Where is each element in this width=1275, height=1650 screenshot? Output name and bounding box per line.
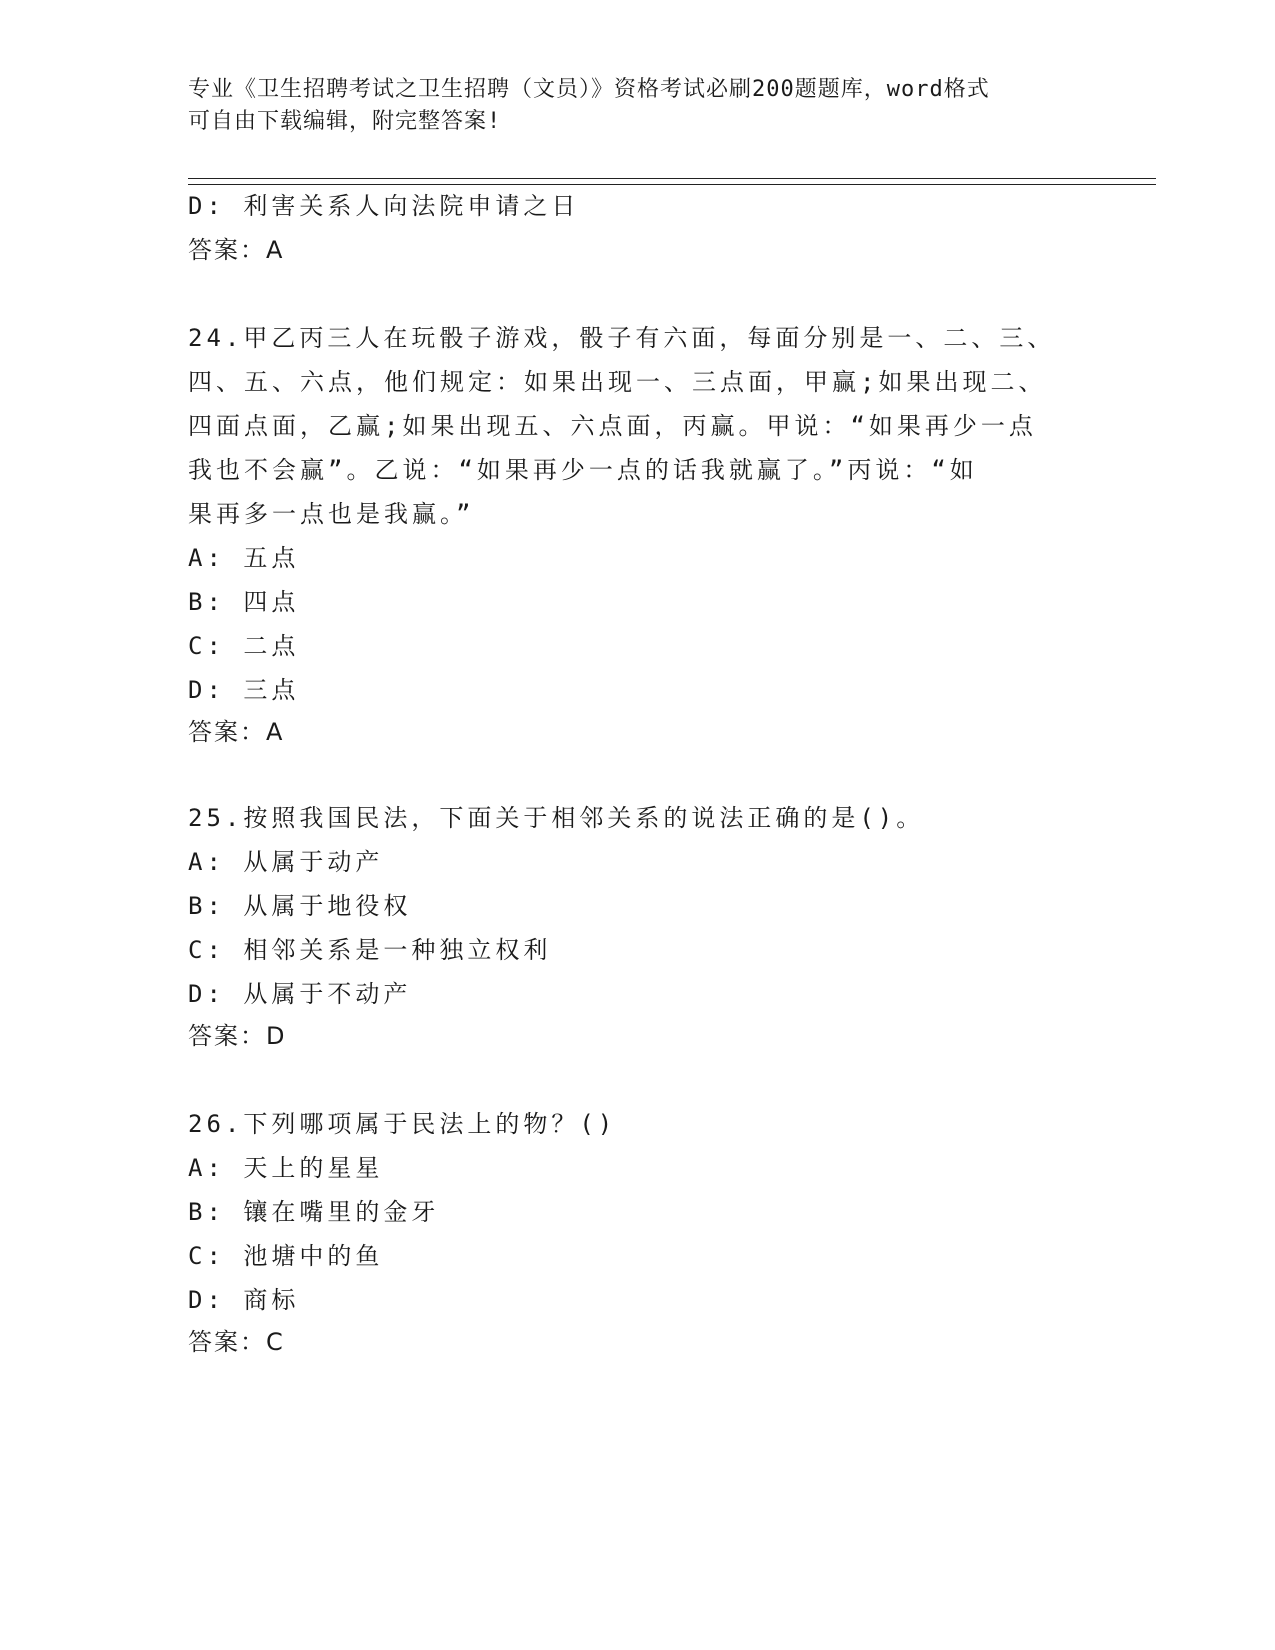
header-line-1: 专业《卫生招聘考试之卫生招聘（文员）》资格考试必刷200题题库，word格式: [188, 77, 990, 102]
q25-option-b: B: 从属于地役权: [188, 892, 412, 920]
q25-option-c: C: 相邻关系是一种独立权利: [188, 936, 552, 964]
q24-text-line-5: 果再多一点也是我赢。”: [188, 500, 475, 528]
q26-option-c: C: 池塘中的鱼: [188, 1242, 384, 1270]
q26-question: 26.下列哪项属于民法上的物？(): [188, 1110, 617, 1138]
q26-answer: 答案：C: [188, 1328, 285, 1356]
q24-answer: 答案：A: [188, 718, 285, 746]
header-line-2: 可自由下载编辑，附完整答案!: [188, 109, 502, 134]
q24-option-b: B: 四点: [188, 588, 300, 616]
q25-option-d: D: 从属于不动产: [188, 980, 412, 1008]
q24-option-d: D: 三点: [188, 676, 300, 704]
q25-question: 25.按照我国民法，下面关于相邻关系的说法正确的是()。: [188, 804, 925, 832]
header-divider-top: [188, 178, 1156, 179]
q24-text-line-1: 24.甲乙丙三人在玩骰子游戏，骰子有六面，每面分别是一、二、三、: [188, 324, 1056, 352]
q24-option-a: A: 五点: [188, 544, 300, 572]
header-divider-bottom: [188, 184, 1156, 185]
q24-text-line-4: 我也不会赢”。乙说：“如果再少一点的话我就赢了。”丙说：“如: [188, 456, 978, 484]
q26-option-d: D: 商标: [188, 1286, 300, 1314]
document-header: [188, 74, 1088, 138]
prev-answer: 答案：A: [188, 236, 285, 264]
prev-option-d: D: 利害关系人向法院申请之日: [188, 192, 580, 220]
q24-text-line-3: 四面点面，乙赢;如果出现五、六点面，丙赢。甲说：“如果再少一点: [188, 412, 1037, 440]
q24-text-line-2: 四、五、六点，他们规定：如果出现一、三点面，甲赢;如果出现二、: [188, 368, 1047, 396]
q25-option-a: A: 从属于动产: [188, 848, 384, 876]
q26-option-a: A: 天上的星星: [188, 1154, 384, 1182]
q25-answer: 答案：D: [188, 1022, 287, 1050]
q24-option-c: C: 二点: [188, 632, 300, 660]
q26-option-b: B: 镶在嘴里的金牙: [188, 1198, 440, 1226]
